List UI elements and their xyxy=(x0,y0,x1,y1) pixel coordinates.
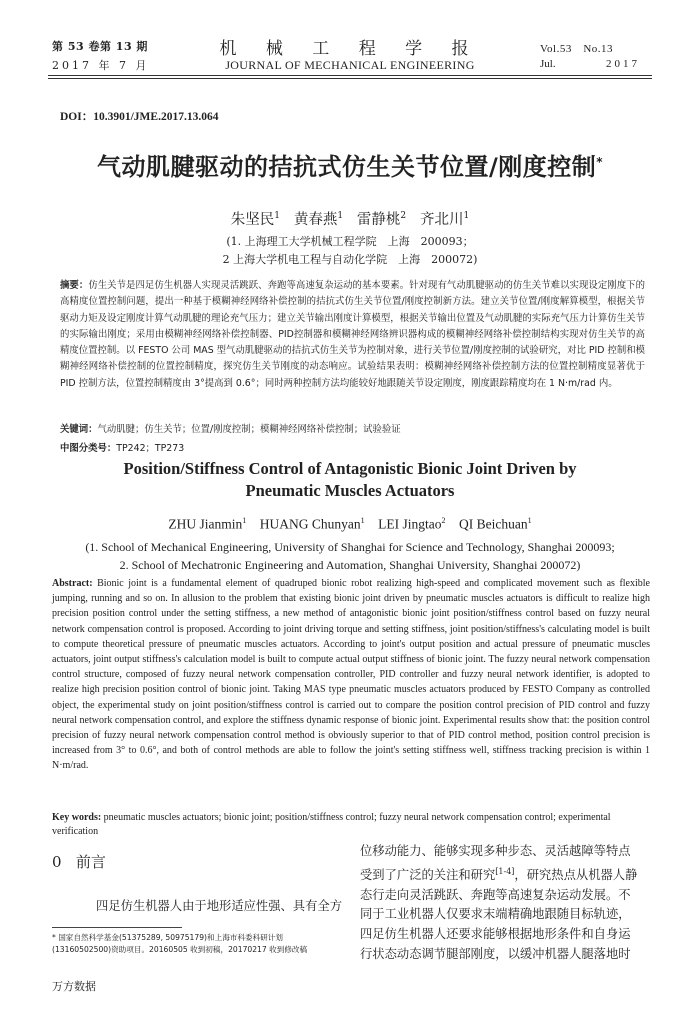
keywords-en-text: pneumatic muscles actuators; bionic joint; position/stiffness control; fuzzy neural network compensation control; experimental verification xyxy=(52,812,611,837)
watermark: 万方数据 xyxy=(52,980,96,993)
author-cn: 朱坚民 xyxy=(230,212,275,228)
paper-title-en xyxy=(0,458,700,502)
body-text-left: 四足仿生机器人由于地形适应性强、具有全方 xyxy=(96,899,342,913)
header-rule xyxy=(48,75,652,76)
author-cn: 雷静桃 xyxy=(356,212,401,228)
authors-cn xyxy=(0,208,700,229)
keywords-en-label: Key words: xyxy=(52,812,102,823)
abstract-cn-text: 仿生关节是四足仿生机器人实现灵活跳跃、奔跑等高速复杂运动的基本要素。针对现有气动肌腱驱动的仿生关节难以实现设定刚度下的高精度位置控制问题，提出一种基于模糊神经网络补偿控制的拮抗式仿生关节位置/刚度控制新方法。建立关节位置/刚度解算模型，根据关节驱动力矩及设定刚度计算气动肌腱的理论充气压力；建立关节输出刚度计算模型，根据关节输出位置及气动肌腱的实际充气压力计算仿生关节的实际输出刚度；采用由模糊神经网络补偿控制器、PID控制器和模糊神经网络辨识器构成的模糊神经网络补偿控制结构实现对仿生关节的高精度位置控制。以 FESTO 公司 MAS 型气动肌腱驱动的拮抗式仿生关节为控制对象，进行关节位置/刚度控制的试验研究，对比 PID 控制和模糊神经网络补偿控制的位置控制精度，探究仿生关节刚度的动态响应。试验结果表明：模糊神经网络补偿控制方法的位置控制精度显著优于 PID 控制方法，位置控制精度由 3°提高到 0.6°；同时两种控制方法均能较好地跟随关节设定刚度，刚度跟踪精度均在 1 N·m/rad 内。 xyxy=(60,280,645,389)
header-rule-thin xyxy=(48,78,652,79)
body-line: 位移动能力、能够实现多种步态、灵活越障等特点 xyxy=(360,844,631,858)
authors-en xyxy=(0,516,700,533)
section-title: 前言 xyxy=(75,853,106,871)
date-cn: 2017 年 7 月 xyxy=(52,59,150,72)
author-en-aff: 1 xyxy=(360,516,365,525)
keywords-cn-label: 关键词： xyxy=(60,424,98,435)
volume-issue-cn: 第 53 卷第 13 期 xyxy=(52,40,148,53)
month-en: Jul. xyxy=(540,58,556,70)
author-en-aff: 1 xyxy=(527,516,532,525)
abstract-cn-label: 摘要： xyxy=(60,280,89,291)
paper-title-cn xyxy=(0,147,700,182)
abstract-cn xyxy=(60,278,645,392)
title-cn-text: 气动肌腱驱动的拮抗式仿生关节位置/刚度控制 xyxy=(96,153,597,181)
footnote-rule xyxy=(52,927,182,928)
body-line xyxy=(360,862,650,886)
author-cn: 黄春燕 xyxy=(293,212,338,228)
date-en xyxy=(540,58,640,70)
keywords-en xyxy=(52,811,650,839)
section-number: 0 xyxy=(52,853,62,871)
body-line-text: ，研究热点从机器人静 xyxy=(514,867,638,882)
author-en: ZHU Jianmin xyxy=(168,516,243,532)
body-line: 态行走向灵活跳跃、奔跑等高速复杂运动发展。不 xyxy=(360,887,631,902)
body-line: 行状态动态调节腿部刚度，以缓冲机器人腿落地时 xyxy=(360,947,631,962)
author-cn-aff: 1 xyxy=(274,211,281,222)
body-line: 四足仿生机器人还要求能够根据地形条件和自身运 xyxy=(360,927,631,942)
journal-name-en: JOURNAL OF MECHANICAL ENGINEERING xyxy=(225,58,475,72)
journal-name-cn: 机 械 工 程 学 报 xyxy=(219,39,481,59)
abstract-en-label: Abstract: xyxy=(52,578,93,589)
author-cn-aff: 2 xyxy=(400,211,407,222)
affiliation-cn-2: 2 上海大学机电工程与自动化学院 上海 200072) xyxy=(222,253,478,266)
author-cn-aff: 1 xyxy=(337,211,344,222)
author-en-aff: 1 xyxy=(242,516,247,525)
footnote-line: (13160502500)资助项目。20160505 收到初稿，20170217 收到修改稿 xyxy=(52,945,308,954)
footnote-line: * 国家自然科学基金(51375289, 50975179)和上海市科委科研计划 xyxy=(52,933,283,942)
section-heading xyxy=(52,851,106,872)
year-en: 2017 xyxy=(606,58,640,70)
author-en: QI Beichuan xyxy=(459,516,528,532)
title-cn-footnote-mark: * xyxy=(596,155,604,169)
author-en: LEI Jingtao xyxy=(378,516,442,532)
author-en: HUANG Chunyan xyxy=(259,516,361,532)
abstract-en xyxy=(52,576,650,774)
keywords-cn-text: 气动肌腱；仿生关节；位置/刚度控制；模糊神经网络补偿控制；试验验证 xyxy=(97,424,401,435)
clc-text: TP242；TP273 xyxy=(116,443,185,454)
body-line-text: 受到了广泛的关注和研究 xyxy=(360,867,496,882)
affiliation-en-2: 2. School of Mechatronic Engineering and Automation, Shanghai University, Shanghai 200072) xyxy=(119,558,581,572)
volume-issue-en: Vol.53 No.13 xyxy=(540,43,614,55)
abstract-en-text: Bionic joint is a fundamental element of quadruped bionic robot realizing high-speed and complicated movement such as flexible jumping, running and so on. In allusion to the problem that existing bionic joint driven by pneumatic muscles actuators is difficult to realize high precision position control under the setting stiffness, a new method of antagonistic bionic joint position/stiffness control based on fuzzy neural network compensation control is proposed. According to joint driving torque and setting stiffness, joint position/stiffness's calculating model is built to compute theoretical pressure of pneumatic muscles actuators. According to joint's output position and actual pressure of pneumatic muscles actuators, joint output stiffness's calculation model is built to compute actual output stiffness of bionic joint. The fuzzy neural network compensation control structure, composed of fuzzy neural network compensation controller, PID controller and fuzzy neural network identifier, is adopted to realize high precision position control of bionic joint. Taking MAS type pneumatic muscles actuators produced by FESTO Company as controlled object, the experimental study on joint position/stiffness control is carried out to compare the position control precision of PID control and fuzzy neural network compensation control, and explore the stiffness dynamic response of bionic joint. Experimental results show that: the position control precision of fuzzy neural network compensation control method is obviously superior to that of PID control method, position control precision is increased from 3° to 0.6°, and both of control methods are able to follow the joint's setting stiffness well, stiffness tracking precision is within 1 N·m/rad. xyxy=(52,578,650,772)
footnote xyxy=(52,932,342,956)
author-en-aff: 2 xyxy=(441,516,446,525)
title-en-line: Position/Stiffness Control of Antagonistic Bionic Joint Driven by xyxy=(123,459,577,478)
affiliation-cn-1: (1. 上海理工大学机械工程学院 上海 200093； xyxy=(226,235,474,248)
body-line: 同于工业机器人仅要求末端精确地跟随目标轨迹， xyxy=(360,907,631,922)
body-text-right xyxy=(360,842,650,965)
keywords-cn xyxy=(60,421,645,435)
clc-label: 中图分类号： xyxy=(60,443,117,454)
author-cn: 齐北川 xyxy=(419,212,464,228)
citation: [1-4] xyxy=(495,866,515,876)
title-en-line: Pneumatic Muscles Actuators xyxy=(245,481,455,500)
doi: DOI：10.3901/JME.2017.13.064 xyxy=(60,111,219,123)
author-cn-aff: 1 xyxy=(463,211,470,222)
clc-number xyxy=(60,440,184,454)
affiliation-en-1: (1. School of Mechanical Engineering, University of Shanghai for Science and Technology, Shanghai 200093; xyxy=(85,540,615,554)
